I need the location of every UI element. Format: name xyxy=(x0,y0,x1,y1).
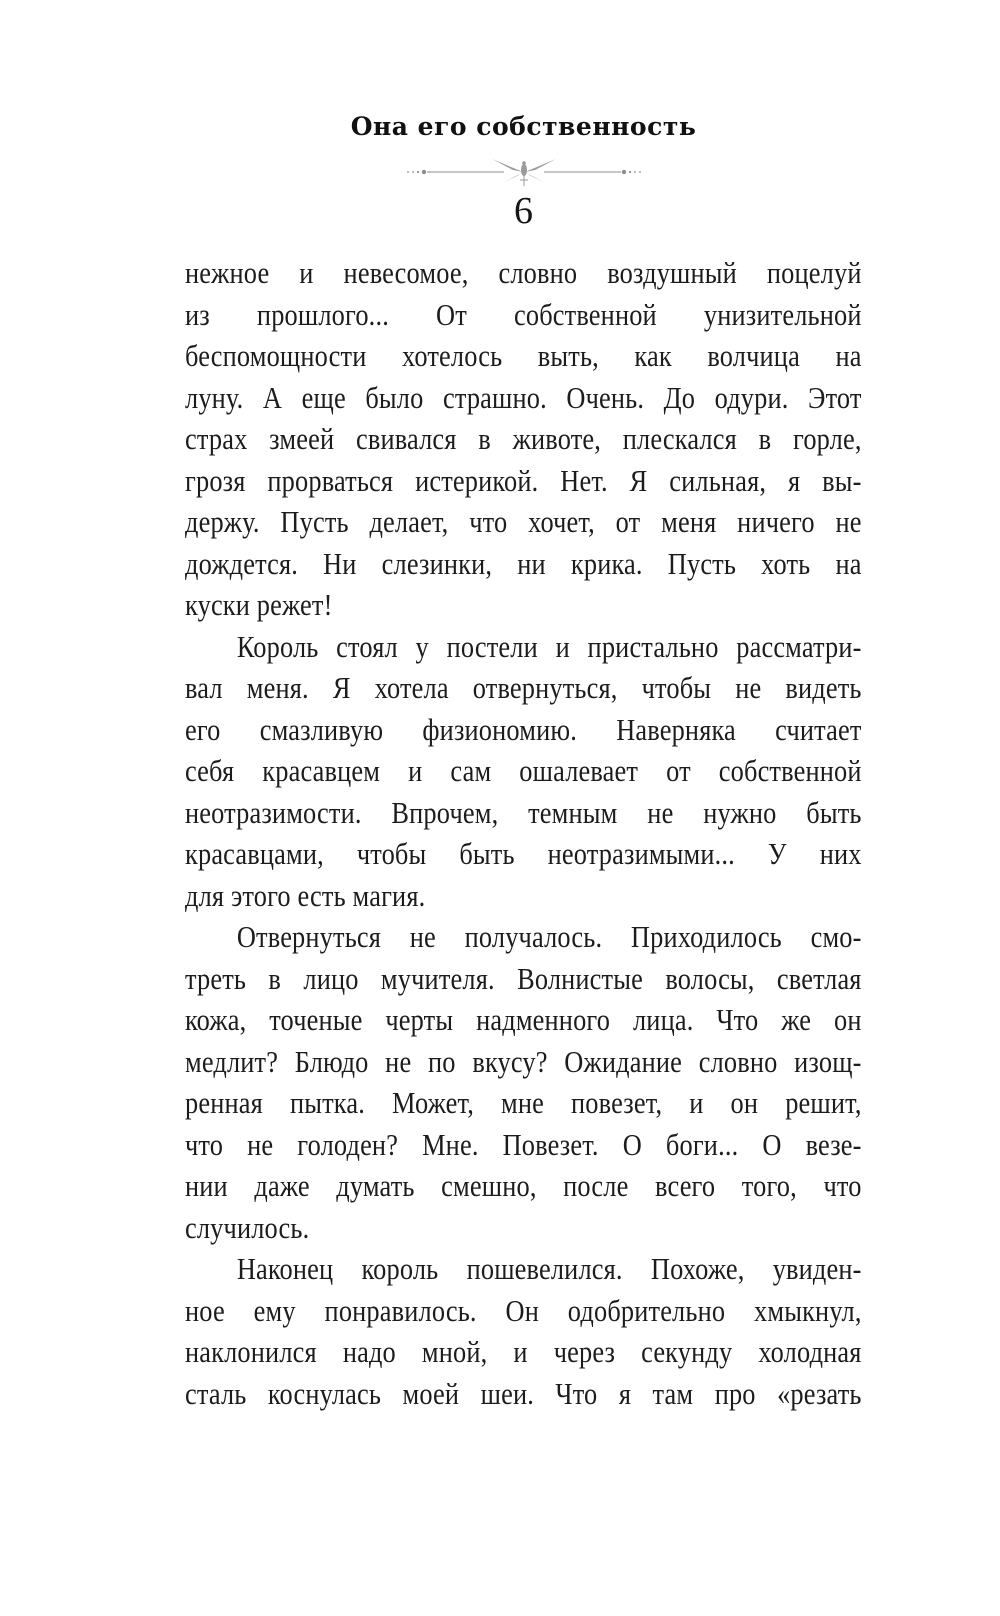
text-line: сталь коснулась моей шеи. Что я там про «резать xyxy=(185,1375,862,1411)
text-line: беспомощности хотелось выть, как волчица на xyxy=(185,338,862,373)
ornament-divider xyxy=(404,155,644,189)
text-line: что не голоден? Мне. Повезет. О боги... О везе- xyxy=(185,1126,862,1162)
page-text xyxy=(185,252,862,1414)
text-line: нии даже думать смешно, после всего того, что xyxy=(185,1168,862,1203)
text-line: ренная пытка. Может, мне повезет, и он решит, xyxy=(185,1085,862,1120)
text-line: Наконец король пошевелился. Похоже, увиден- xyxy=(236,1251,862,1286)
text-line: грозя прорваться истерикой. Нет. Я сильная, я вы- xyxy=(185,462,862,498)
text-line: держу. Пусть делает, что хочет, от меня ничего не xyxy=(185,504,862,539)
text-line: его смазливую физиономию. Наверняка считает xyxy=(185,711,862,747)
text-line: неотразимости. Впрочем, темным не нужно быть xyxy=(185,794,862,830)
text-line: дождется. Ни слезинки, ни крика. Пусть хоть на xyxy=(185,545,862,581)
text-line: вал меня. Я хотела отвернуться, чтобы не видеть xyxy=(185,670,862,705)
text-line: страх змеей свивался в животе, плескался в горле, xyxy=(185,421,862,456)
text-line: красавцами, чтобы быть неотразимыми... У них xyxy=(185,836,862,871)
text-line: Отвернуться не получалось. Приходилось смо- xyxy=(236,919,862,954)
text-line: кожа, точеные черты надменного лица. Что же он xyxy=(185,1002,862,1037)
text-line: Король стоял у постели и пристально рассматри- xyxy=(236,628,862,664)
text-line: случилось. xyxy=(185,1209,310,1245)
text-line: куски режет! xyxy=(185,587,333,622)
text-line: ное ему понравилось. Он одобрительно хмыкнул, xyxy=(185,1292,862,1328)
page-content xyxy=(185,0,862,1616)
text-line: наклонился надо мной, и через секунду холодная xyxy=(185,1334,862,1369)
chapter-number: 6 xyxy=(514,190,533,232)
text-line: треть в лицо мучителя. Волнистые волосы, светлая xyxy=(185,960,862,996)
text-line: нежное и невесомое, словно воздушный поцелуй xyxy=(185,255,862,290)
text-line: для этого есть магия. xyxy=(185,877,426,913)
running-title: Она его собственность xyxy=(350,112,697,141)
text-line: из прошлого... От собственной унизительной xyxy=(185,296,862,332)
text-line: медлит? Блюдо не по вкусу? Ожидание словно изощ- xyxy=(185,1043,862,1079)
text-line: луну. А еще было страшно. Очень. До одури. Этот xyxy=(185,379,862,415)
moth-ornament-icon xyxy=(404,155,644,189)
text-line: себя красавцем и сам ошалевает от собственной xyxy=(185,753,862,788)
